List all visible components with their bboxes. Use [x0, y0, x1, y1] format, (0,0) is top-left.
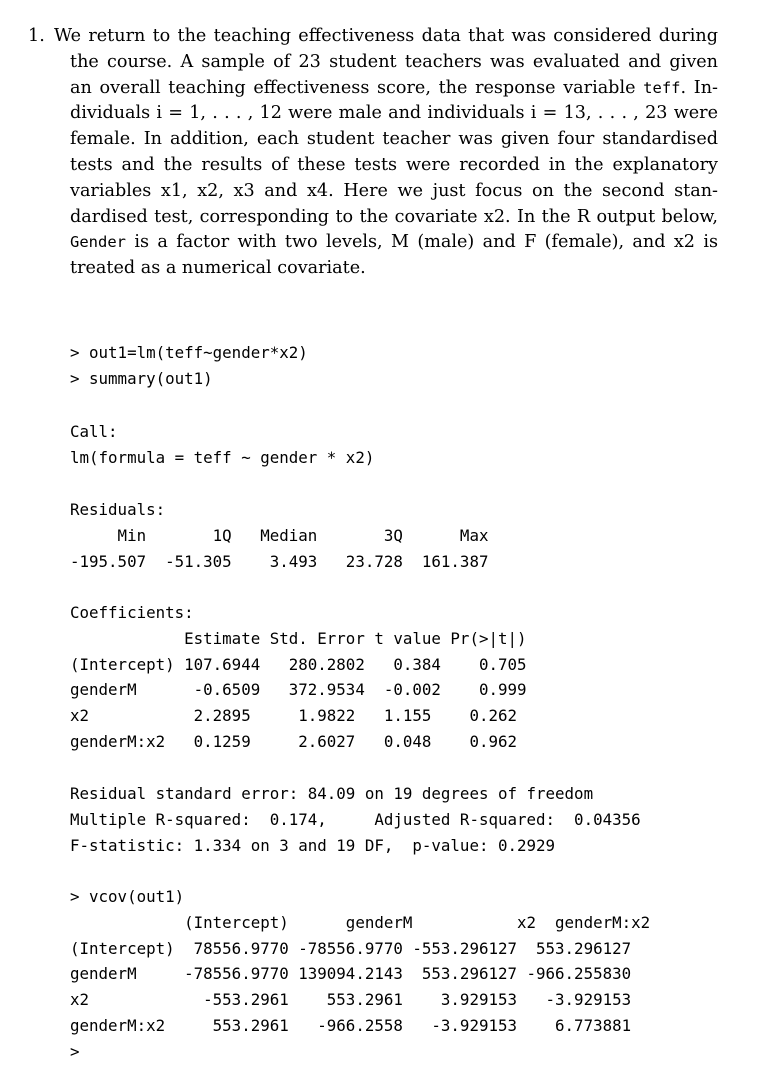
vcov-row: genderM -78556.9770 139094.2143 553.296127 -966.255830 — [70, 964, 632, 984]
r-cmd-lm: > out1=lm(teff~gender*x2) — [70, 343, 308, 362]
r-cmd-vcov: > vcov(out1) — [70, 887, 185, 906]
f-statistic: F-statistic: 1.334 on 3 and 19 DF, p-value: 0.2929 — [70, 835, 556, 855]
residual-se: Residual standard error: 84.09 on 19 degrees of freedom — [70, 784, 594, 803]
coefficients-table — [70, 600, 527, 755]
call-header: Call: — [70, 422, 118, 441]
residuals-labels: Min 1Q Median 3Q Max — [70, 525, 489, 545]
call-section — [70, 419, 374, 471]
coef-header: Coefficients: — [70, 603, 194, 622]
question-line-5: female. In addition, each student teacher was given four standardised — [70, 129, 718, 150]
question-line-8: dardised test, corresponding to the covariate x2. In the R output below, — [70, 206, 718, 227]
r-squared: Multiple R-squared: 0.174, Adjusted R-squared: 0.04356 — [70, 809, 641, 829]
residuals-header: Residuals: — [70, 500, 166, 519]
r-cmd-summary: > summary(out1) — [70, 368, 213, 388]
call-formula: lm(formula = teff ~ gender * x2) — [70, 447, 375, 467]
coef-columns: Estimate Std. Error t value Pr(>|t|) — [70, 628, 527, 648]
vcov-row: (Intercept) 78556.9770 -78556.9770 -553.296127 553.296127 — [70, 938, 632, 958]
question-number: 1. — [28, 26, 45, 46]
question-line-9: Gender is a factor with two levels, M (male) and F (female), and x2 is — [70, 232, 718, 253]
question-line-7: variables x1, x2, x3 and x4. Here we just focus on the second stan- — [70, 180, 718, 201]
vcov-section — [70, 884, 650, 1065]
question-line-2: the course. A sample of 23 student teachers was evaluated and given — [70, 51, 718, 72]
vcov-row: genderM:x2 553.2961 -966.2558 -3.929153 6.773881 — [70, 1015, 632, 1035]
code-teff: teff — [643, 78, 681, 97]
coef-row: genderM -0.6509 372.9534 -0.002 0.999 — [70, 680, 527, 700]
vcov-columns: (Intercept) genderM x2 genderM:x2 — [70, 912, 651, 932]
question-line-1: 1. We return to the teaching effectiveness data that was considered during — [28, 24, 718, 50]
question-line-10: treated as a numerical covariate. — [70, 258, 366, 279]
model-fit-stats — [70, 781, 641, 858]
question-paragraph — [28, 24, 718, 282]
coef-row: x2 2.2895 1.9822 1.155 0.262 — [70, 706, 517, 726]
coef-row: genderM:x2 0.1259 2.6027 0.048 0.962 — [70, 731, 517, 751]
question-line-4: dividuals i = 1, . . . , 12 were male and individuals i = 13, . . . , 23 were — [70, 103, 718, 124]
question-line-3: an overall teaching effectiveness score, the response variable teff. In- — [70, 77, 718, 98]
r-prompt: > — [70, 1041, 80, 1061]
r-commands-lm — [70, 340, 308, 392]
coef-row: (Intercept) 107.6944 280.2802 0.384 0.705 — [70, 654, 527, 674]
residuals-section — [70, 497, 488, 574]
vcov-row: x2 -553.2961 553.2961 3.929153 -3.929153 — [70, 990, 632, 1010]
question-line-6: tests and the results of these tests were recorded in the explanatory — [70, 154, 718, 175]
code-gender: Gender — [70, 233, 126, 252]
residuals-values: -195.507 -51.305 3.493 23.728 161.387 — [70, 551, 489, 571]
